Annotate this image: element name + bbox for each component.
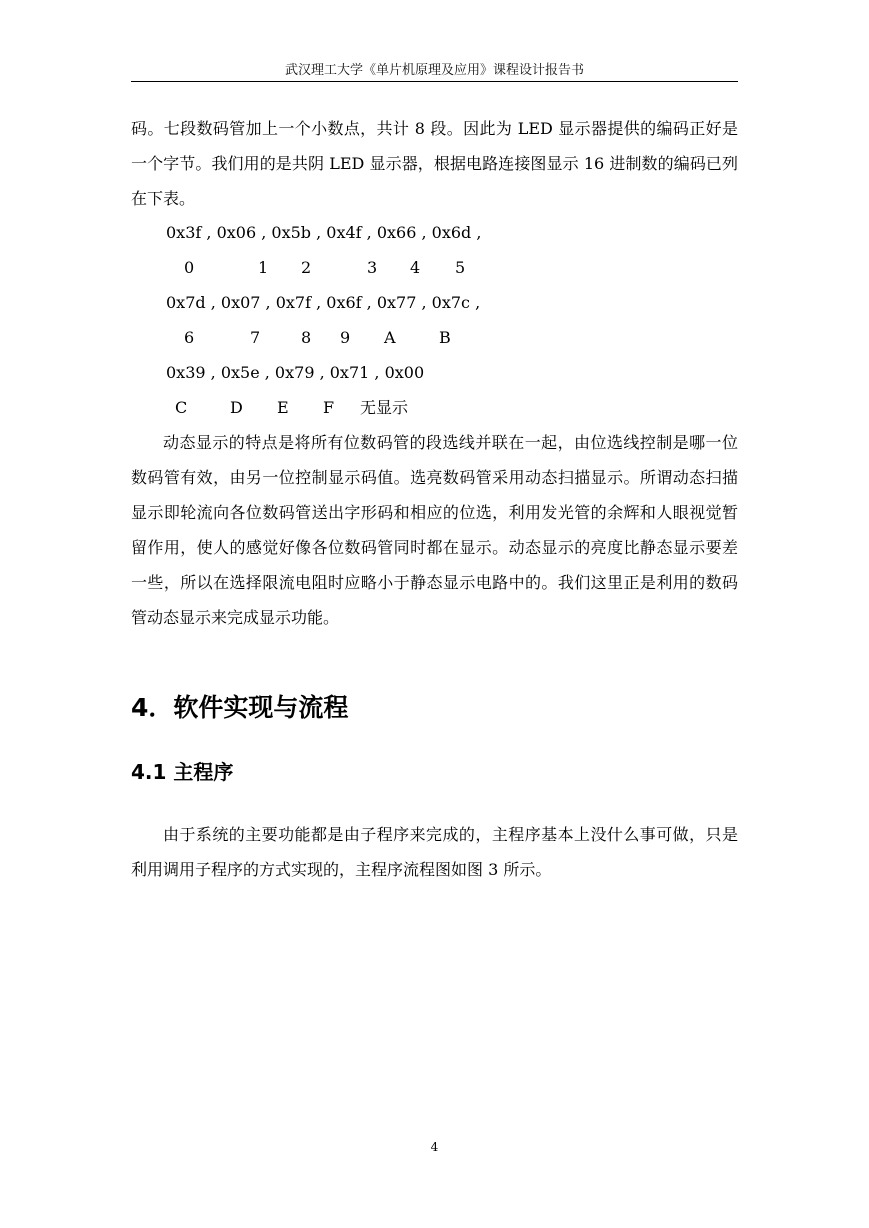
dynamic-display-paragraph: 动态显示的特点是将所有位数码管的段选线并联在一起，由位选线控制是哪一位数码管有效，由另一位控制显示码值。选亮数码管采用动态扫描显示。所谓动态扫描显示即轮流向各位数码管送出字形码和相应的位选，利用发光管的余辉和人眼视觉暂留作用，使人的感觉好像各位数码管同时都在显示。动态显示的亮度比静态显示要差一些，所以在选择限流电阻时应略小于静态显示电路中的。我们这里正是利用的数码管动态显示来完成显示功能。	[131, 433, 738, 627]
digit-label: 1	[258, 258, 269, 277]
digit-label: B	[439, 328, 451, 347]
digit-label: C	[175, 398, 188, 417]
digit-label: 9	[340, 328, 351, 347]
digit-label: 3	[367, 258, 378, 277]
digit-label: 2	[301, 258, 312, 277]
digit-label: F	[323, 398, 335, 417]
digit-label: D	[230, 398, 243, 417]
section-heading: 4．软件实现与流程	[131, 693, 349, 722]
digit-label: 4	[410, 258, 421, 277]
header-rule	[131, 81, 738, 82]
page-number: 4	[430, 1140, 439, 1154]
code-row-1: 0x3f , 0x06 , 0x5b , 0x4f , 0x66 , 0x6d ,	[166, 223, 482, 242]
code-row-3: 0x39 , 0x5e , 0x79 , 0x71 , 0x00	[166, 363, 425, 382]
digit-label: 7	[250, 328, 261, 347]
digit-label: 5	[455, 258, 466, 277]
intro-paragraph: 码。七段数码管加上一个小数点，共计 8 段。因此为 LED 显示器提供的编码正好是一个字节。我们用的是共阴 LED 显示器，根据电路连接图显示 16 进制数的编码已列在下表。	[131, 119, 738, 208]
digit-label: A	[384, 328, 396, 347]
digit-label: 6	[184, 328, 195, 347]
digit-label: E	[277, 398, 289, 417]
code-row-2: 0x7d , 0x07 , 0x7f , 0x6f , 0x77 , 0x7c ,	[166, 293, 481, 312]
header-title: 武汉理工大学《单片机原理及应用》课程设计报告书	[284, 63, 584, 78]
main-program-paragraph: 由于系统的主要功能都是由子程序来完成的，主程序基本上没什么事可做，只是利用调用子程序的方式实现的，主程序流程图如图 3 所示。	[131, 825, 738, 879]
digit-label: 0	[184, 258, 195, 277]
subsection-heading: 4.1 主程序	[131, 760, 234, 784]
label-row-3	[0, 390, 869, 425]
digit-label: 无显示	[360, 398, 409, 417]
label-row-1	[0, 250, 869, 285]
label-row-2	[0, 320, 869, 355]
digit-label: 8	[301, 328, 312, 347]
